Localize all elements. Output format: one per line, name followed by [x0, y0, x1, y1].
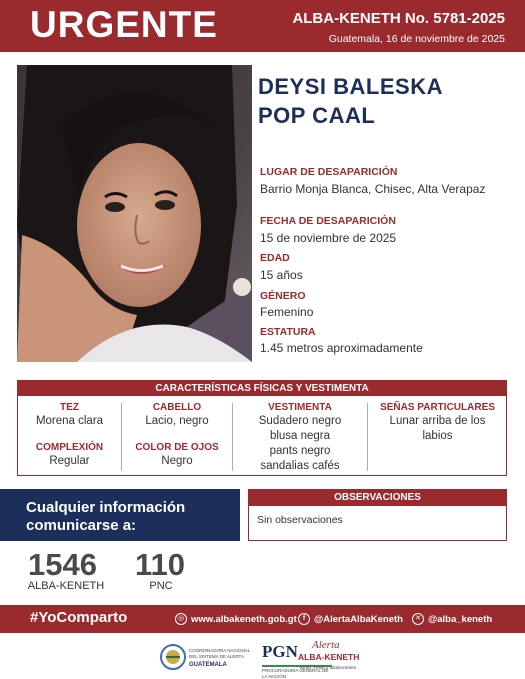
pgn-subtitle: PROCURADURÍA GENERAL DE LA NACIÓN [262, 668, 329, 679]
eye-color-label: COLOR DE OJOS [135, 442, 219, 453]
missing-person-photo [17, 65, 252, 362]
guatemala-seal-icon [160, 642, 186, 672]
contact-banner [0, 489, 240, 541]
tez-value: Morena clara [35, 415, 104, 427]
place-value: Barrio Monja Blanca, Chisec, Alta Verapaz [260, 182, 486, 196]
observations-title: OBSERVACIONES [249, 490, 506, 506]
x-handle-text: @alba_keneth [428, 613, 493, 625]
clothing-item: pants negro [269, 445, 331, 457]
website-link[interactable] [175, 613, 297, 625]
portrait-illustration [17, 65, 252, 362]
complexion-value: Regular [49, 455, 90, 467]
contact-line2: comunicarse a: [26, 517, 137, 534]
person-name-line2: POP CAAL [258, 103, 376, 128]
header-bar [0, 0, 525, 52]
tez-label: TEZ [60, 402, 79, 413]
phone-pnc[interactable]: 110 [135, 547, 186, 582]
guatemala-coordinator-logo [160, 638, 250, 676]
gov-logo-line1: COORDINADORA NACIONAL DEL SISTEMA DE ALERTA [189, 648, 251, 659]
alerta-alba-keneth-logo [298, 638, 362, 676]
alerta-text: Alerta [312, 639, 340, 651]
complexion-label: COMPLEXIÓN [35, 442, 104, 453]
age-label: EDAD [260, 252, 290, 264]
x-icon: ✕ [412, 613, 424, 625]
marks-label: SEÑAS PARTICULARES [380, 402, 495, 413]
clothing-label: VESTIMENTA [268, 402, 332, 413]
observations-panel [248, 489, 507, 541]
characteristics-panel [17, 380, 507, 476]
footer-bar [0, 605, 525, 633]
age-value: 15 años [260, 268, 303, 282]
facebook-icon: f [298, 613, 310, 625]
hashtag: #YoComparto [30, 609, 128, 626]
clothing-item: sandalias cafés [260, 460, 340, 472]
clothing-item: blusa negra [269, 430, 331, 442]
clothing-item: Sudadero negro [258, 415, 342, 427]
x-link[interactable] [412, 613, 492, 625]
phone-alba-keneth-label: ALBA-KENETH [27, 580, 105, 592]
person-name-line1: DEYSI BALESKA [258, 74, 443, 99]
gender-value: Femenino [260, 305, 314, 319]
phone-alba-keneth[interactable]: 1546 [28, 547, 97, 582]
marks-line: labios [422, 430, 453, 442]
phone-pnc-label: PNC [149, 580, 173, 592]
hair-label: CABELLO [152, 402, 202, 413]
contact-line1: Cualquier información [26, 499, 186, 516]
gov-logo-line2: GUATEMALA [189, 662, 227, 668]
observations-text: Sin observaciones [257, 514, 343, 526]
hair-value: Lacio, negro [145, 415, 209, 427]
logos-row [0, 638, 525, 679]
person-name [258, 72, 443, 130]
alba-keneth-text: ALBA-KENETH [298, 652, 360, 662]
characteristics-title: CARACTERÍSTICAS FÍSICAS Y VESTIMENTA [18, 381, 506, 396]
place-label: LUGAR DE DESAPARICIÓN [260, 166, 398, 178]
alerta-subtitle: Niñez, niñas y adolescentes [300, 665, 357, 670]
marks-line: Lunar arriba de los [389, 415, 486, 427]
alert-number: ALBA-KENETH No. 5781-2025 [292, 10, 505, 27]
date-label: FECHA DE DESAPARICIÓN [260, 215, 396, 227]
pgn-text: PGN [262, 642, 298, 661]
eye-color-value: Negro [161, 455, 193, 467]
height-label: ESTATURA [260, 326, 316, 338]
gender-label: GÉNERO [260, 290, 306, 302]
date-value: 15 de noviembre de 2025 [260, 231, 397, 245]
facebook-text: @AlertaAlbaKeneth [314, 613, 403, 625]
place-date: Guatemala, 16 de noviembre de 2025 [328, 33, 505, 45]
height-value: 1.45 metros aproximadamente [260, 341, 423, 355]
urgent-title: URGENTE [30, 4, 218, 45]
facebook-link[interactable] [298, 613, 403, 625]
website-text: www.albakeneth.gob.gt [191, 613, 297, 625]
globe-icon: ◎ [175, 613, 187, 625]
